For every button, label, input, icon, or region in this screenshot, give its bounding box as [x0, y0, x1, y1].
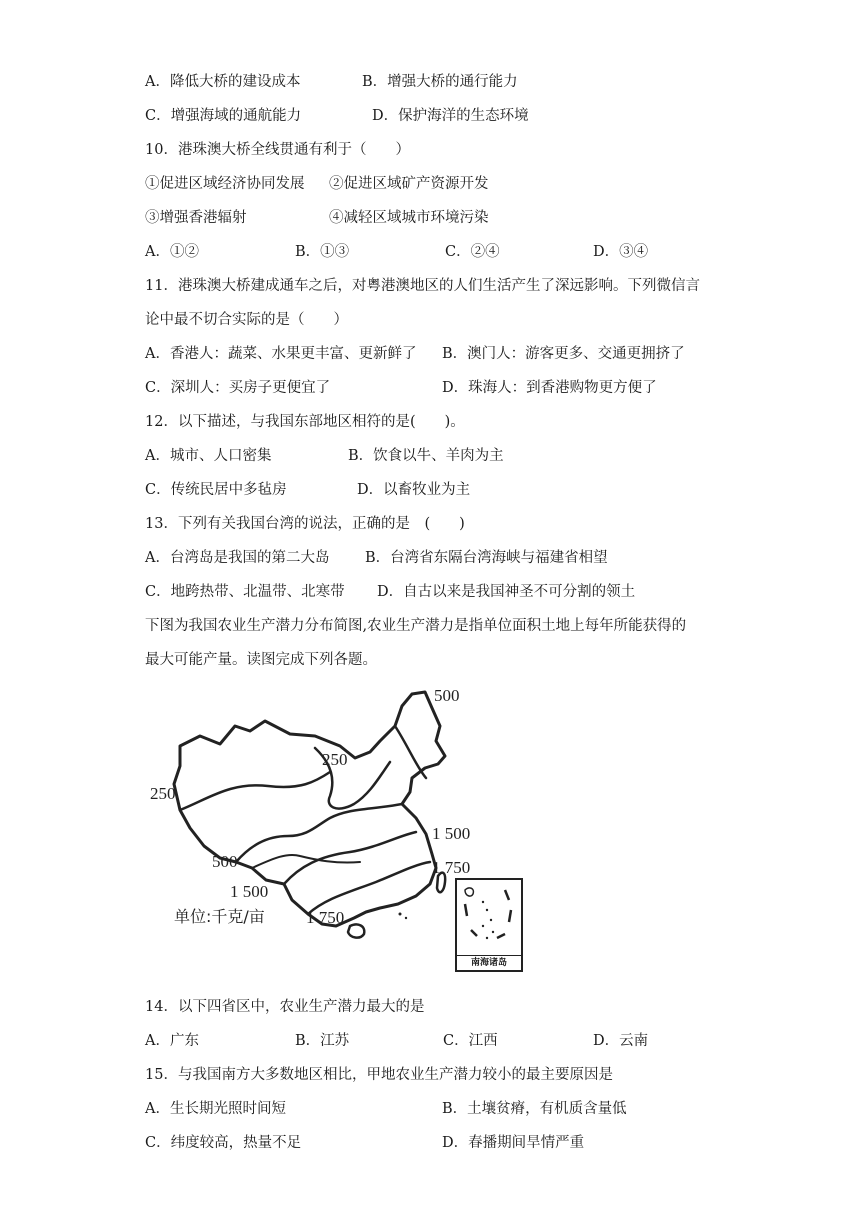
isoline-1750 [308, 862, 430, 914]
q10-option-b: B．①③ [295, 244, 350, 260]
q13-option-d: D．自古以来是我国神圣不可分割的领土 [377, 584, 636, 600]
q10-stem: 10．港珠澳大桥全线贯通有利于（ ） [145, 142, 410, 158]
q10-item-4: ④减轻区域城市环境污染 [329, 210, 489, 226]
q10-item-2: ②促进区域矿产资源开发 [329, 176, 489, 192]
isoline-label-1500-east: 1 500 [432, 824, 471, 843]
q12-option-d: D．以畜牧业为主 [357, 482, 471, 498]
map-unit-label: 单位:千克/亩 [174, 907, 265, 926]
q13-option-a: A．台湾岛是我国的第二大岛 [145, 550, 330, 566]
q14-option-a: A．广东 [145, 1033, 199, 1049]
isoline-label-1750-south: 1 750 [306, 908, 345, 927]
isoline-label-250-west: 250 [150, 784, 176, 803]
q10-option-a: A．①② [145, 244, 199, 260]
isoline-label-1750-east: 1 750 [432, 858, 471, 877]
isoline-label-1500-south: 1 500 [230, 882, 269, 901]
isoline-label-250-mid: 250 [322, 750, 348, 769]
isoline-250-west [180, 772, 330, 810]
q11-option-d: D．珠海人：到香港购物更方便了 [442, 380, 657, 396]
south-china-sea-inset [455, 878, 523, 972]
hainan-island [348, 924, 364, 937]
isoline-label-500-sw: 500 [212, 852, 238, 871]
q12-option-a: A．城市、人口密集 [145, 448, 272, 464]
q15-option-b: B．土壤贫瘠，有机质含量低 [442, 1101, 627, 1117]
map-intro-line-1: 下图为我国农业生产潜力分布简图,农业生产潜力是指单位面积土地上每年所能获得的 [145, 618, 687, 634]
isoline-500-ne [395, 726, 426, 778]
q15-option-a: A．生长期光照时间短 [145, 1101, 286, 1117]
q13-option-c: C．地跨热带、北温带、北寒带 [145, 584, 345, 600]
q14-option-b: B．江苏 [295, 1033, 350, 1049]
q11-stem-line-1: 11．港珠澳大桥建成通车之后，对粤港澳地区的人们生活产生了深远影响。下列微信言 [145, 278, 700, 294]
q9-option-c: C．增强海域的通航能力 [145, 108, 302, 124]
q12-stem: 12．以下描述，与我国东部地区相符的是( )。 [145, 414, 465, 430]
q9-option-a: A．降低大桥的建设成本 [145, 74, 301, 90]
agricultural-potential-map [140, 686, 530, 976]
q10-option-c: C．②④ [445, 244, 500, 260]
q14-stem: 14．以下四省区中，农业生产潜力最大的是 [145, 999, 425, 1015]
q12-option-b: B．饮食以牛、羊肉为主 [348, 448, 504, 464]
q15-stem: 15．与我国南方大多数地区相比，甲地农业生产潜力较小的最主要原因是 [145, 1067, 613, 1083]
q15-option-d: D．春播期间旱情严重 [442, 1135, 585, 1151]
q10-item-1: ①促进区域经济协同发展 [145, 176, 305, 192]
q15-option-c: C．纬度较高，热量不足 [145, 1135, 302, 1151]
q13-option-b: B．台湾省东隔台湾海峡与福建省相望 [365, 550, 608, 566]
q11-stem-line-2: 论中最不切合实际的是（ ） [145, 312, 348, 328]
q14-option-c: C．江西 [443, 1033, 498, 1049]
q10-item-3: ③增强香港辐射 [145, 210, 247, 226]
q14-option-d: D．云南 [593, 1033, 649, 1049]
q13-stem: 13．下列有关我国台湾的说法，正确的是 ( ) [145, 516, 465, 532]
inset-caption: 南海诸岛 [457, 955, 521, 970]
isoline-1500 [284, 832, 416, 884]
china-border [174, 692, 445, 926]
q9-option-d: D．保护海洋的生态环境 [372, 108, 529, 124]
isoline-500-sw [236, 804, 402, 862]
q10-option-d: D．③④ [593, 244, 649, 260]
q9-option-b: B．增强大桥的通行能力 [362, 74, 518, 90]
q11-option-b: B．澳门人：游客更多、交通更拥挤了 [442, 346, 685, 362]
q11-option-c: C．深圳人：买房子更便宜了 [145, 380, 331, 396]
isoline-label-500-ne: 500 [434, 686, 460, 705]
q11-option-a: A．香港人：蔬菜、水果更丰富、更新鲜了 [145, 346, 417, 362]
map-intro-line-2: 最大可能产量。读图完成下列各题。 [145, 652, 377, 668]
q12-option-c: C．传统民居中多毡房 [145, 482, 287, 498]
